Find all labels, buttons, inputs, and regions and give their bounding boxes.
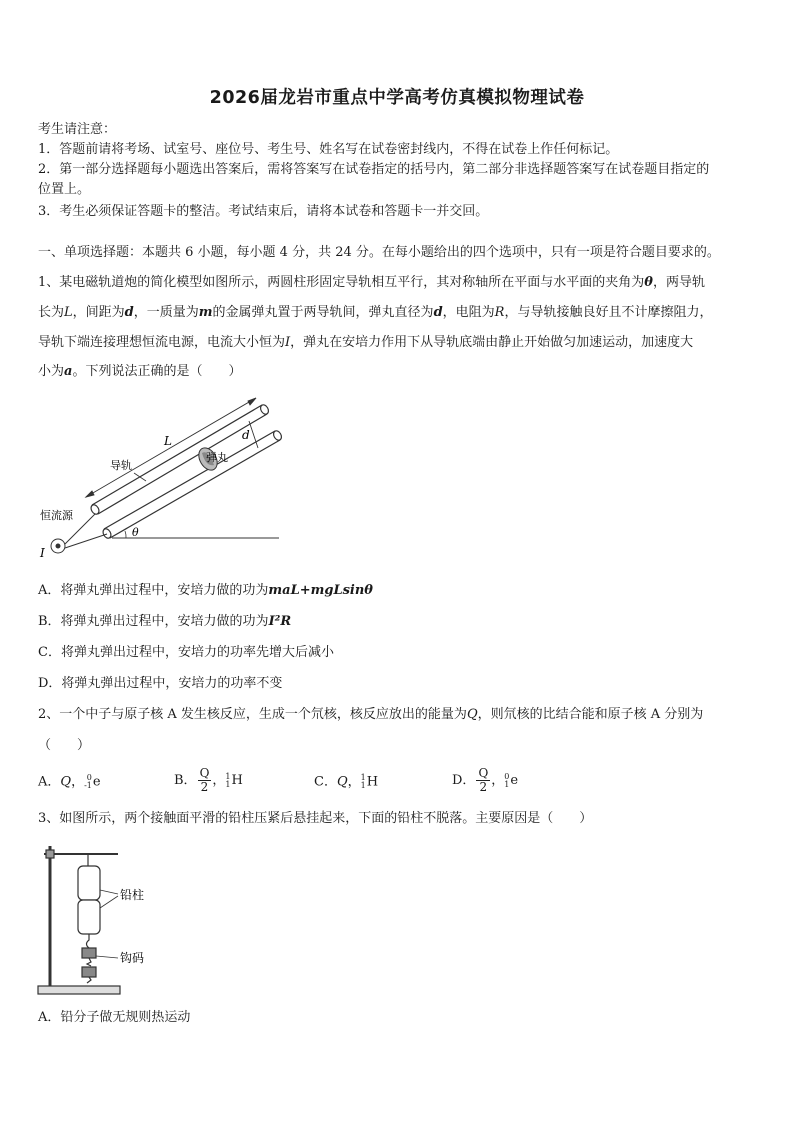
q2-option-d: D． $\frac{Q}{2}$ ， 0 1 e — [452, 766, 519, 794]
label-weight: 钩码 — [120, 951, 145, 965]
q2-line-1: 2、一个中子与原子核 A 发生核反应，生成一个氘核，核反应放出的能量为Q，则氘核的比结合能和原子核 A 分别为 — [38, 707, 704, 722]
label-I: I — [40, 546, 45, 560]
label-L: L — [164, 434, 172, 448]
q3-option-a: A．铅分子做无规则热运动 — [38, 1010, 191, 1025]
lead-cylinder-figure — [36, 836, 176, 1000]
label-theta: θ — [132, 526, 139, 539]
q1-option-b: B．将弹丸弹出过程中，安培力做的功为I²R — [38, 614, 292, 629]
label-ball: 弹丸 — [206, 451, 228, 464]
q1-option-d: D．将弹丸弹出过程中，安培力的功率不变 — [38, 676, 283, 691]
notice-item: 3．考生必须保证答题卡的整洁。考试结束后，请将本试卷和答题卡一并交回。 — [38, 204, 489, 219]
q2-option-b: B． $\frac{Q}{2}$ ， 1 1 H — [174, 766, 243, 794]
notice-heading: 考生请注意： — [38, 122, 117, 137]
label-d: d — [242, 428, 250, 442]
q2-option-c: C．Q， 1 1 H — [314, 773, 379, 790]
q2-line-2: （ ） — [38, 738, 91, 753]
q1-option-a: A．将弹丸弹出过程中，安培力做的功为maL+mgLsinθ — [38, 583, 373, 598]
label-rail: 导轨 — [110, 459, 132, 472]
q1-line-1: 1、某电磁轨道炮的简化模型如图所示，两圆柱形固定导轨相互平行，其对称轴所在平面与水平面的夹角为θ，两导轨 — [38, 275, 705, 290]
hook-weights — [82, 934, 96, 983]
section-heading: 一、单项选择题：本题共 6 小题，每小题 4 分，共 24 分。在每小题给出的四个选项中，只有一项是符合题目要求的。 — [38, 245, 720, 260]
label-source: 恒流源 — [40, 509, 73, 522]
q1-line-3: 导轨下端连接理想恒流电源，电流大小恒为I，弹丸在安培力作用下从导轨底端由静止开始做匀加速运动，加速度大 — [38, 335, 694, 350]
label-lead: 铅柱 — [120, 888, 145, 902]
lead-cylinders — [78, 866, 100, 934]
q2-option-a: A．Q， 0 -1 e — [38, 773, 101, 790]
page-title: 2026届龙岩市重点中学高考仿真模拟物理试卷 — [209, 88, 585, 108]
q1-line-2: 长为L，间距为d，一质量为m的金属弹丸置于两导轨间，弹丸直径为d，电阻为R，与导轨接触良好且不计摩擦阻力， — [38, 305, 713, 320]
q1-option-c: C．将弹丸弹出过程中，安培力的功率先增大后减小 — [38, 645, 334, 660]
q1-line-4: 小为a。下列说法正确的是（ ） — [38, 364, 242, 379]
notice-item: 2．第一部分选择题每小题选出答案后，需将答案写在试卷指定的括号内，第二部分非选择题答案写在试卷题目指定的 — [38, 162, 710, 177]
notice-item: 位置上。 — [38, 182, 91, 197]
railgun-figure — [34, 393, 294, 565]
notice-item: 1．答题前请将考场、试室号、座位号、考生号、姓名写在试卷密封线内，不得在试卷上作任何标记。 — [38, 142, 619, 157]
q3-stem: 3、如图所示，两个接触面平滑的铅柱压紧后悬挂起来，下面的铅柱不脱落。主要原因是（ ） — [38, 811, 593, 826]
